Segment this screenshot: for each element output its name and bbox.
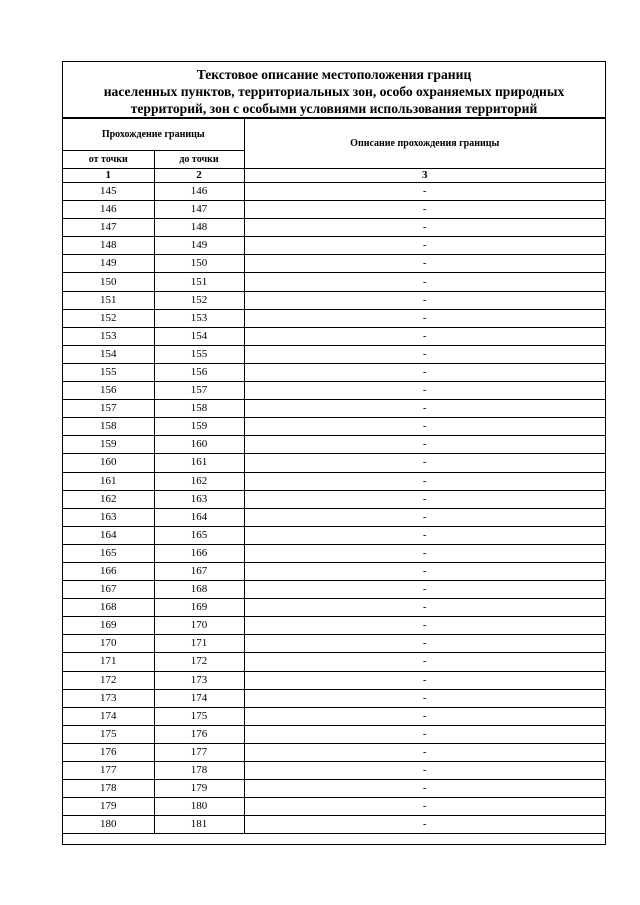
description-cell: - [244, 671, 605, 689]
description-cell: - [244, 237, 605, 255]
from-point-cell: 153 [63, 327, 154, 345]
document-title [63, 62, 605, 118]
table-row [63, 255, 605, 273]
description-cell: - [244, 508, 605, 526]
table-row [63, 617, 605, 635]
description-cell: - [244, 454, 605, 472]
table-row [63, 418, 605, 436]
header-boundary-passage: Прохождение границы [63, 119, 244, 151]
from-point-cell: 149 [63, 255, 154, 273]
table-row [63, 237, 605, 255]
description-cell: - [244, 255, 605, 273]
column-number-row [63, 169, 605, 183]
from-point-cell: 160 [63, 454, 154, 472]
description-cell: - [244, 707, 605, 725]
table-row [63, 400, 605, 418]
table-row [63, 707, 605, 725]
from-point-cell: 151 [63, 291, 154, 309]
to-point-cell: 149 [154, 237, 244, 255]
to-point-cell: 179 [154, 780, 244, 798]
from-point-cell: 180 [63, 816, 154, 834]
to-point-cell: 172 [154, 653, 244, 671]
from-point-cell: 165 [63, 544, 154, 562]
to-point-cell: 161 [154, 454, 244, 472]
table-row [63, 291, 605, 309]
table-row [63, 382, 605, 400]
document-frame [62, 61, 606, 845]
table-row [63, 363, 605, 381]
title-line-3: территорий, зон с особыми условиями использования территорий [130, 101, 538, 116]
from-point-cell: 159 [63, 436, 154, 454]
table-row [63, 562, 605, 580]
description-cell: - [244, 327, 605, 345]
from-point-cell: 161 [63, 472, 154, 490]
to-point-cell: 152 [154, 291, 244, 309]
table-row [63, 689, 605, 707]
table-row [63, 798, 605, 816]
to-point-cell: 153 [154, 309, 244, 327]
to-point-cell: 162 [154, 472, 244, 490]
from-point-cell: 163 [63, 508, 154, 526]
to-point-cell: 163 [154, 490, 244, 508]
to-point-cell: 164 [154, 508, 244, 526]
table-row [63, 490, 605, 508]
from-point-cell: 154 [63, 345, 154, 363]
table-row [63, 725, 605, 743]
column-number: 2 [154, 169, 244, 183]
from-point-cell: 152 [63, 309, 154, 327]
description-cell: - [244, 472, 605, 490]
column-number: 3 [244, 169, 605, 183]
table-row [63, 273, 605, 291]
table-row [63, 816, 605, 834]
from-point-cell: 150 [63, 273, 154, 291]
title-line-2: населенных пунктов, территориальных зон, особо охраняемых природных [103, 84, 565, 99]
column-number: 1 [63, 169, 154, 183]
table-row [63, 436, 605, 454]
table-row [63, 183, 605, 201]
from-point-cell: 157 [63, 400, 154, 418]
from-point-cell: 175 [63, 725, 154, 743]
description-cell: - [244, 309, 605, 327]
to-point-cell: 174 [154, 689, 244, 707]
boundary-table [63, 118, 605, 834]
table-row [63, 635, 605, 653]
table-row [63, 526, 605, 544]
to-point-cell: 166 [154, 544, 244, 562]
table-row [63, 345, 605, 363]
description-cell: - [244, 526, 605, 544]
table-row [63, 219, 605, 237]
description-cell: - [244, 436, 605, 454]
to-point-cell: 165 [154, 526, 244, 544]
description-cell: - [244, 689, 605, 707]
from-point-cell: 168 [63, 599, 154, 617]
from-point-cell: 166 [63, 562, 154, 580]
from-point-cell: 173 [63, 689, 154, 707]
description-cell: - [244, 418, 605, 436]
header-from-point: от точки [63, 151, 154, 169]
table-row [63, 309, 605, 327]
to-point-cell: 148 [154, 219, 244, 237]
from-point-cell: 176 [63, 743, 154, 761]
to-point-cell: 160 [154, 436, 244, 454]
description-cell: - [244, 780, 605, 798]
from-point-cell: 167 [63, 581, 154, 599]
to-point-cell: 157 [154, 382, 244, 400]
description-cell: - [244, 635, 605, 653]
description-cell: - [244, 743, 605, 761]
description-cell: - [244, 363, 605, 381]
description-cell: - [244, 345, 605, 363]
from-point-cell: 147 [63, 219, 154, 237]
table-row [63, 472, 605, 490]
description-cell: - [244, 273, 605, 291]
from-point-cell: 158 [63, 418, 154, 436]
from-point-cell: 170 [63, 635, 154, 653]
title-line-1: Текстовое описание местоположения границ [196, 67, 472, 82]
from-point-cell: 155 [63, 363, 154, 381]
from-point-cell: 148 [63, 237, 154, 255]
description-cell: - [244, 291, 605, 309]
to-point-cell: 167 [154, 562, 244, 580]
table-row [63, 780, 605, 798]
table-row [63, 653, 605, 671]
to-point-cell: 176 [154, 725, 244, 743]
header-description: Описание прохождения границы [244, 119, 605, 169]
from-point-cell: 172 [63, 671, 154, 689]
table-row [63, 327, 605, 345]
to-point-cell: 169 [154, 599, 244, 617]
to-point-cell: 177 [154, 743, 244, 761]
description-cell: - [244, 725, 605, 743]
description-cell: - [244, 653, 605, 671]
from-point-cell: 162 [63, 490, 154, 508]
table-row [63, 743, 605, 761]
table-row [63, 201, 605, 219]
from-point-cell: 174 [63, 707, 154, 725]
description-cell: - [244, 183, 605, 201]
description-cell: - [244, 762, 605, 780]
to-point-cell: 155 [154, 345, 244, 363]
table-row [63, 599, 605, 617]
description-cell: - [244, 599, 605, 617]
table-row [63, 454, 605, 472]
description-cell: - [244, 816, 605, 834]
description-cell: - [244, 400, 605, 418]
description-cell: - [244, 382, 605, 400]
from-point-cell: 164 [63, 526, 154, 544]
to-point-cell: 159 [154, 418, 244, 436]
to-point-cell: 175 [154, 707, 244, 725]
description-cell: - [244, 562, 605, 580]
header-to-point: до точки [154, 151, 244, 169]
from-point-cell: 145 [63, 183, 154, 201]
to-point-cell: 168 [154, 581, 244, 599]
to-point-cell: 178 [154, 762, 244, 780]
description-cell: - [244, 617, 605, 635]
description-cell: - [244, 544, 605, 562]
to-point-cell: 156 [154, 363, 244, 381]
from-point-cell: 179 [63, 798, 154, 816]
to-point-cell: 158 [154, 400, 244, 418]
to-point-cell: 154 [154, 327, 244, 345]
to-point-cell: 150 [154, 255, 244, 273]
from-point-cell: 169 [63, 617, 154, 635]
table-row [63, 581, 605, 599]
to-point-cell: 180 [154, 798, 244, 816]
description-cell: - [244, 581, 605, 599]
description-cell: - [244, 490, 605, 508]
from-point-cell: 146 [63, 201, 154, 219]
table-body [63, 183, 605, 834]
from-point-cell: 178 [63, 780, 154, 798]
table-row [63, 544, 605, 562]
from-point-cell: 177 [63, 762, 154, 780]
to-point-cell: 147 [154, 201, 244, 219]
from-point-cell: 156 [63, 382, 154, 400]
to-point-cell: 151 [154, 273, 244, 291]
to-point-cell: 170 [154, 617, 244, 635]
description-cell: - [244, 219, 605, 237]
to-point-cell: 171 [154, 635, 244, 653]
table-row [63, 508, 605, 526]
description-cell: - [244, 201, 605, 219]
to-point-cell: 181 [154, 816, 244, 834]
table-row [63, 671, 605, 689]
from-point-cell: 171 [63, 653, 154, 671]
description-cell: - [244, 798, 605, 816]
to-point-cell: 146 [154, 183, 244, 201]
to-point-cell: 173 [154, 671, 244, 689]
table-row [63, 762, 605, 780]
